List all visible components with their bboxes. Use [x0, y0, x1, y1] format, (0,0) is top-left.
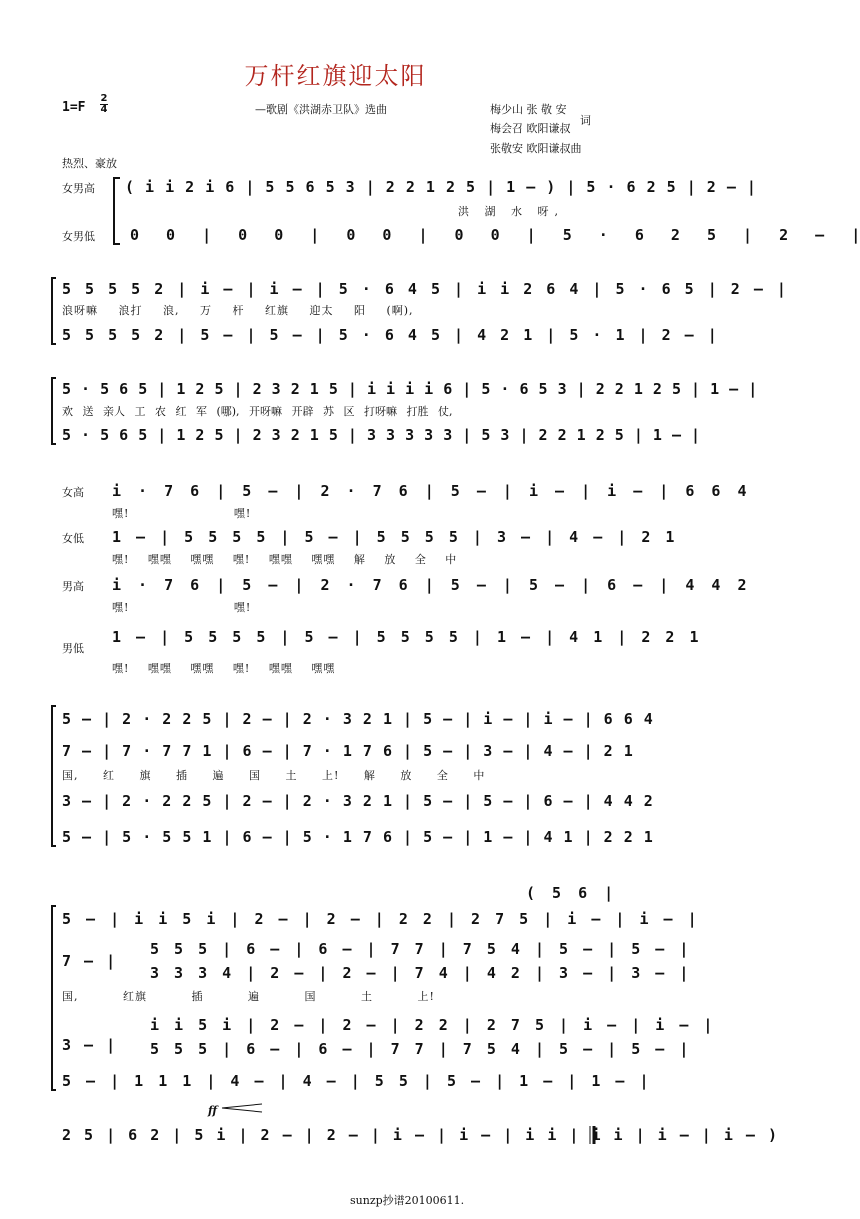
part-label-high: 女男高 — [62, 182, 95, 195]
part-label-low: 女男低 — [62, 230, 95, 243]
system4-tenor-notes: i · 7 6 | 5 – | 2 · 7 6 | 5 – | 5 – | 6 – | 4 4 2 — [112, 576, 747, 594]
system6-bracket — [52, 906, 56, 1090]
system5-soprano-notes: 5 – | 2 · 2 2 5 | 2 – | 2 · 3 2 1 | 5 – | i – | i – | 6 6 4 — [62, 710, 653, 728]
system4-soprano-notes: i · 7 6 | 5 – | 2 · 7 6 | 5 – | i – | i – | 6 6 4 — [112, 482, 747, 500]
system1-lyric: 洪 湖 水 呀, — [458, 205, 564, 218]
part-label-bass: 男低 — [62, 642, 84, 655]
time-signature-bottom: 4 — [100, 104, 108, 115]
system6-bass-notes: 5 – | 1 1 1 | 4 – | 4 – | 5 5 | 5 – | 1 – | 1 – | — [62, 1072, 649, 1090]
subtitle: —歌剧《洪湖赤卫队》选曲 — [255, 103, 387, 116]
dynamic-ff: ff — [208, 1104, 218, 1117]
system1-high-notes: ( i i 2 i 6 | 5 5 6 5 3 | 2 2 1 2 5 | 1 – ) | 5 · 6 2 5 | 2 – | — [125, 178, 757, 196]
system1-low-notes: 0 0 | 0 0 | 0 0 | 0 0 | 5 · 6 2 5 | 2 – | — [130, 226, 860, 244]
system6-lyric: 国, 红旗 插 遍 国 土 上! — [62, 990, 435, 1003]
credit-line-2: 梅会召 欧阳谦叔 — [490, 122, 571, 135]
credit-ci: 词 — [580, 114, 591, 127]
system5-lyric: 国, 红 旗 插 遍 国 土 上! 解 放 全 中 — [62, 769, 486, 782]
time-signature-top: 2 — [100, 93, 108, 104]
system5-alto-notes: 7 – | 7 · 7 7 1 | 6 – | 7 · 1 7 6 | 5 – | 3 – | 4 – | 2 1 — [62, 742, 633, 760]
system1-bracket — [114, 178, 120, 244]
system2-low-notes: 5 5 5 5 2 | 5 – | 5 – | 5 · 6 4 5 | 4 2 1 | 5 · 1 | 2 – | — [62, 326, 718, 344]
credit-line-1: 梅少山 张 敬 安 — [490, 103, 567, 116]
system6-tenor-notes-b: 5 5 5 | 6 – | 6 – | 7 7 | 7 5 4 | 5 – | 5 – | — [150, 1040, 689, 1058]
system4-tenor-lyric: 嘿! 嘿! — [112, 601, 252, 614]
system4-bass-notes: 1 – | 5 5 5 5 | 5 – | 5 5 5 5 | 1 – | 4 1 | 2 2 1 — [112, 628, 699, 646]
system6-tenor-lead: 3 – | — [62, 1036, 116, 1054]
hairpin-mark — [222, 1104, 262, 1112]
system2-lyric: 浪呀嘛 浪打 浪, 万 杆 红旗 迎太 阳 (啊), — [62, 304, 414, 317]
credit-line-3: 张敬安 欧阳谦叔曲 — [490, 142, 582, 155]
part-label-soprano: 女高 — [62, 486, 84, 499]
system6-soprano-notes: 5 – | i i 5 i | 2 – | 2 – | 2 2 | 2 7 5 | i – | i – | — [62, 910, 697, 928]
system3-lyric: 欢 送 亲人 工 农 红 军 (哪), 开呀嘛 开辟 苏 区 打呀嘛 打胜 仗, — [62, 405, 453, 418]
system6-intro-notes: ( 5 6 | — [526, 884, 614, 902]
tempo-marking: 热烈、豪放 — [62, 157, 117, 170]
system6-alto-notes-b: 3 3 3 4 | 2 – | 2 – | 7 4 | 4 2 | 3 – | 3 – | — [150, 964, 689, 982]
system5-bass-notes: 5 – | 5 · 5 5 1 | 6 – | 5 · 1 7 6 | 5 – | 1 – | 4 1 | 2 2 1 — [62, 828, 653, 846]
system6-alto-lead: 7 – | — [62, 952, 116, 970]
system4-bass-lyric: 嘿! 嘿嘿 嘿嘿 嘿! 嘿嘿 嘿嘿 — [112, 662, 336, 675]
system4-alto-notes: 1 – | 5 5 5 5 | 5 – | 5 5 5 5 | 3 – | 4 – | 2 1 — [112, 528, 675, 546]
part-label-alto: 女低 — [62, 532, 84, 545]
system4-alto-lyric: 嘿! 嘿嘿 嘿嘿 嘿! 嘿嘿 嘿嘿 解 放 全 中 — [112, 553, 458, 566]
key-signature: 1=F — [62, 100, 86, 115]
system4-soprano-lyric: 嘿! 嘿! — [112, 507, 252, 520]
system3-high-notes: 5 · 5 6 5 | 1 2 5 | 2 3 2 1 5 | i i i i 6 | 5 · 6 5 3 | 2 2 1 2 5 | 1 – | — [62, 380, 758, 398]
part-label-tenor: 男高 — [62, 580, 84, 593]
system3-bracket — [52, 378, 56, 444]
system3-low-notes: 5 · 5 6 5 | 1 2 5 | 2 3 2 1 5 | 3 3 3 3 3 | 5 3 | 2 2 1 2 5 | 1 – | — [62, 426, 701, 444]
system2-high-notes: 5 5 5 5 2 | i – | i – | 5 · 6 4 5 | i i 2 6 4 | 5 · 6 5 | 2 – | — [62, 280, 787, 298]
transcriber-footer: sunzp抄谱20100611. — [350, 1194, 465, 1207]
system5-bracket — [52, 706, 56, 846]
system6-tenor-notes-a: i i 5 i | 2 – | 2 – | 2 2 | 2 7 5 | i – | i – | — [150, 1016, 713, 1034]
song-title: 万杆红旗迎太阳 — [244, 62, 427, 90]
coda-notes: 2 5 | 6 2 | 5 i | 2 – | 2 – | i – | i – | i i | i i | i – | i – ) — [62, 1126, 777, 1144]
time-signature — [100, 94, 108, 115]
system2-bracket — [52, 278, 56, 344]
system5-tenor-notes: 3 – | 2 · 2 2 5 | 2 – | 2 · 3 2 1 | 5 – | 5 – | 6 – | 4 4 2 — [62, 792, 653, 810]
system6-alto-notes-a: 5 5 5 | 6 – | 6 – | 7 7 | 7 5 4 | 5 – | 5 – | — [150, 940, 689, 958]
